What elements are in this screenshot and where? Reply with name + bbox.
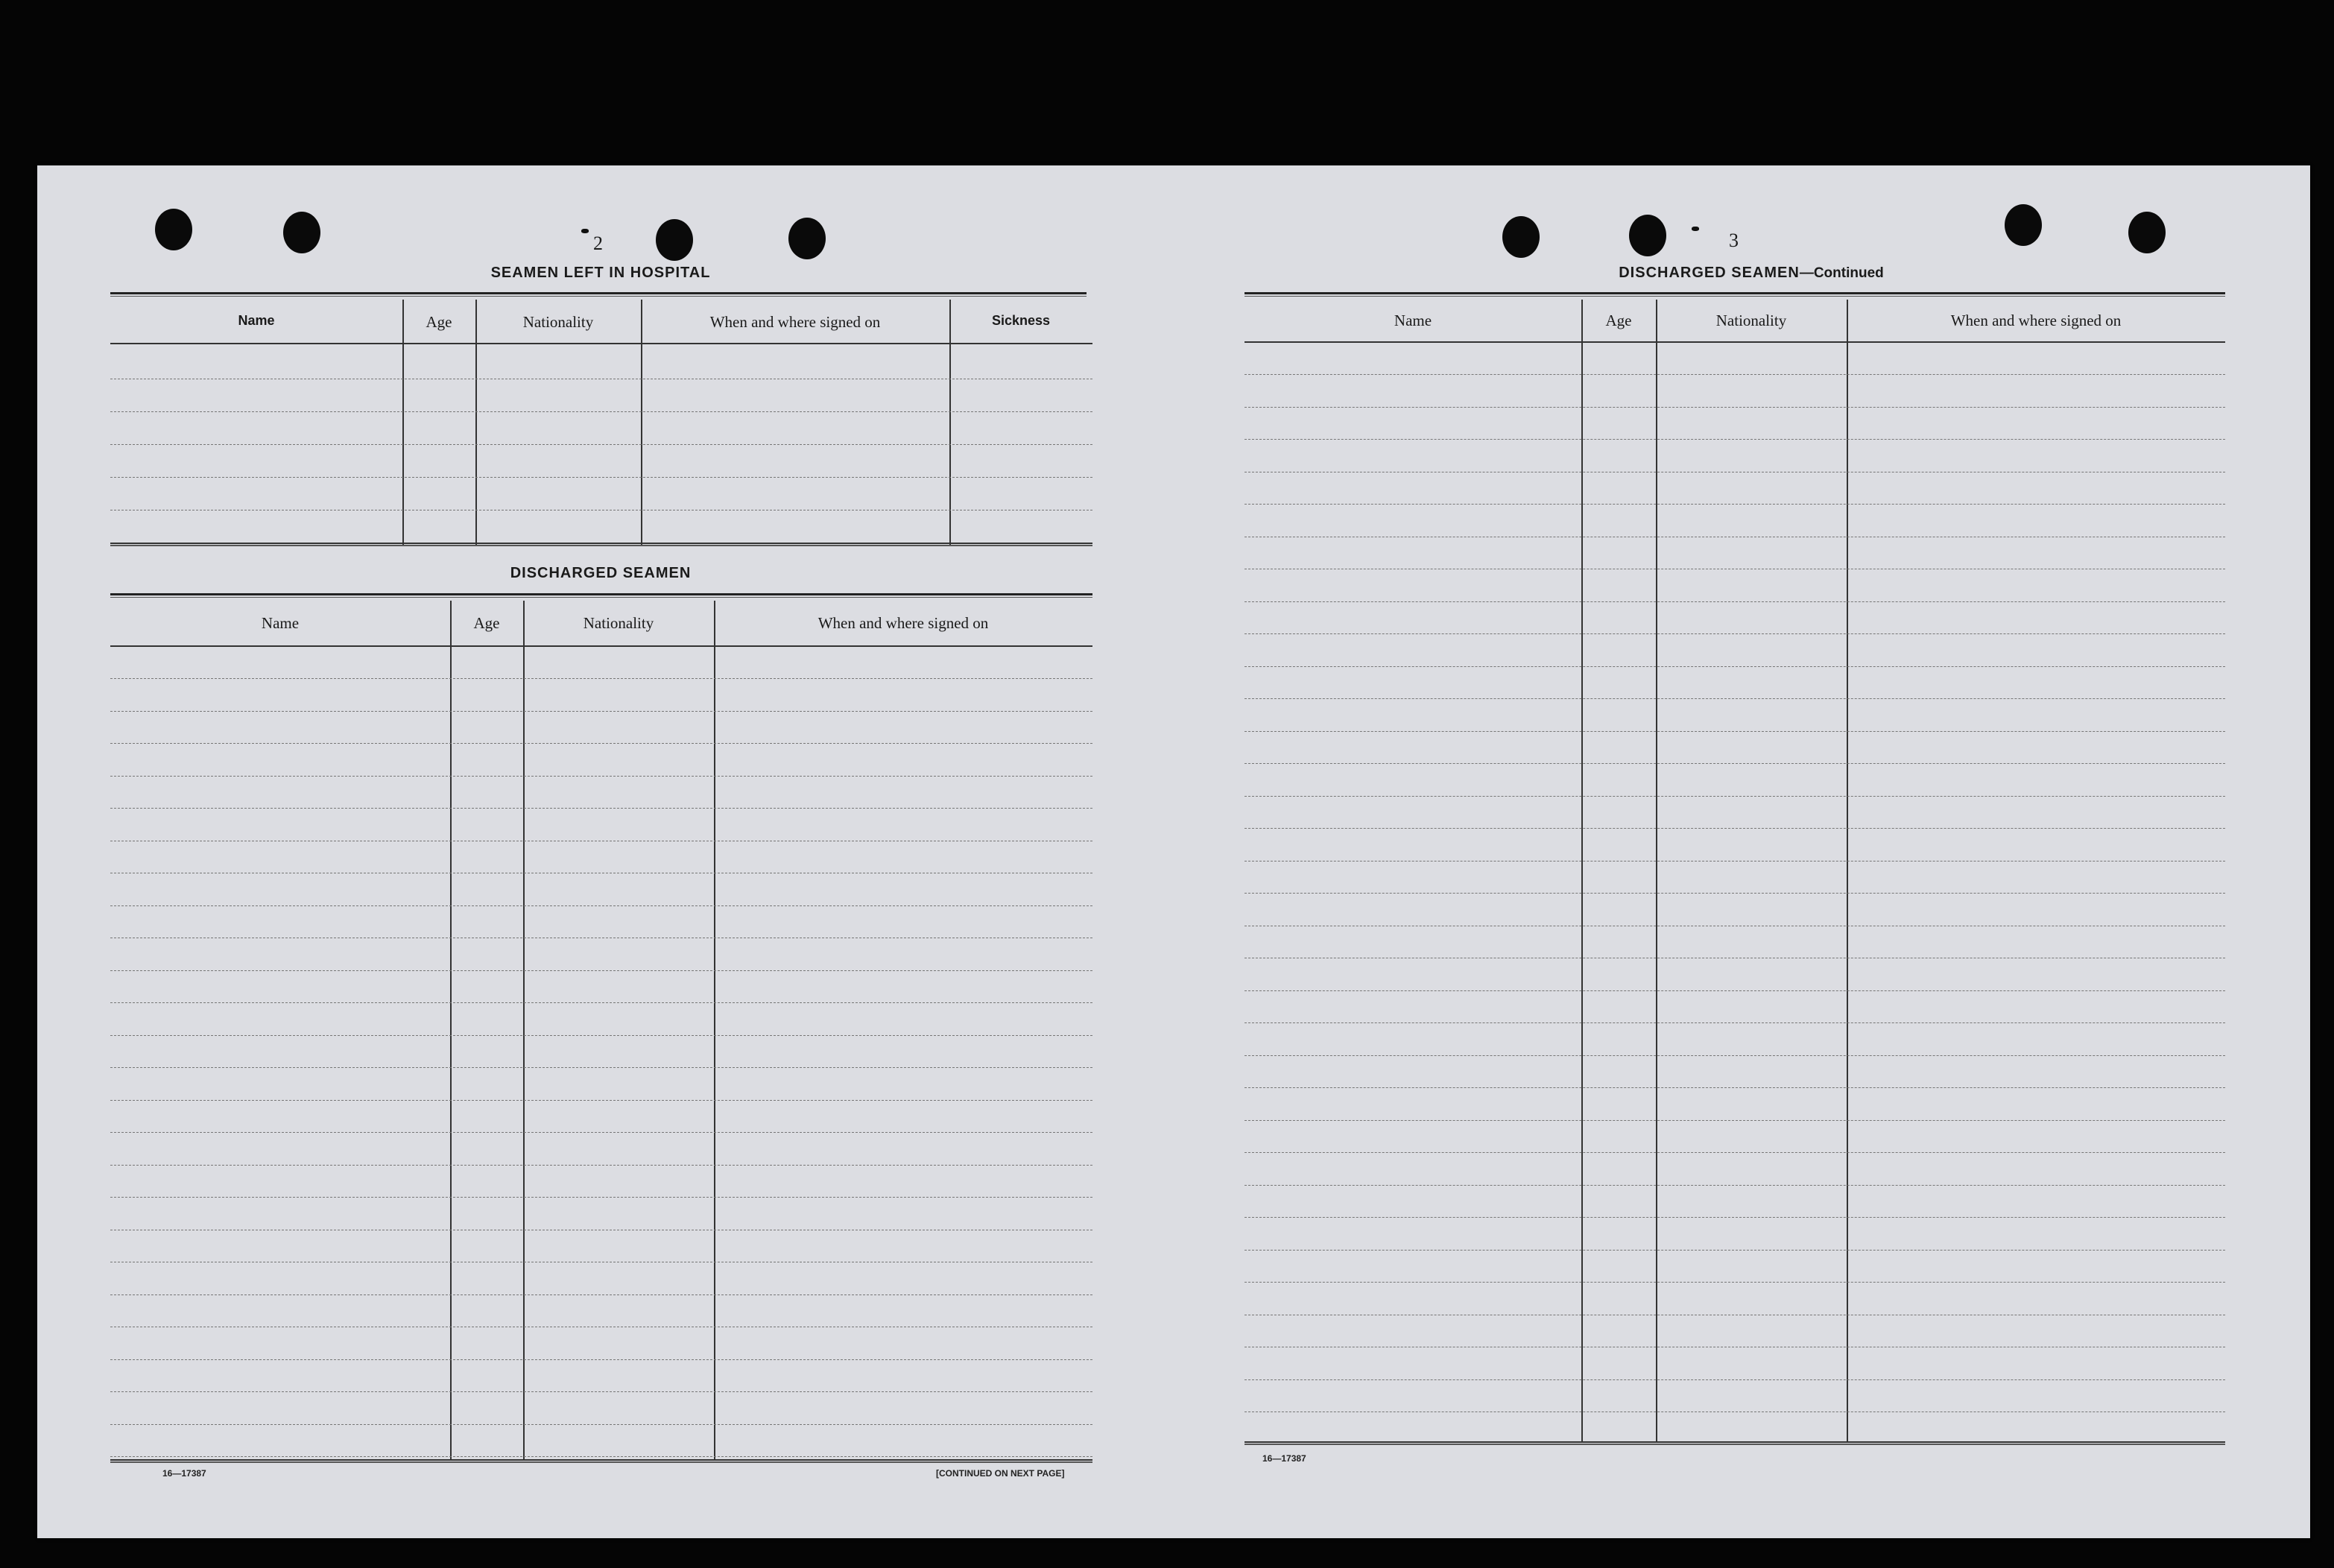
- col-divider: [475, 300, 477, 546]
- right-header-row: [1245, 300, 2225, 343]
- hospital-section-title: SEAMEN LEFT IN HOSPITAL: [490, 265, 711, 281]
- hospital-title-rule: [110, 292, 1087, 297]
- header-age: Age: [426, 313, 452, 331]
- discharged-continued-title-main: DISCHARGED SEAMEN: [1619, 265, 1800, 281]
- right-title-rule: [1245, 292, 2225, 297]
- hospital-table: [110, 300, 1092, 546]
- discharged-table-bottom: [110, 1459, 1092, 1463]
- col-divider: [402, 300, 404, 546]
- table-row: [1245, 990, 2225, 991]
- table-row: [110, 1424, 1092, 1425]
- table-row: [110, 1359, 1092, 1360]
- table-row: [1245, 407, 2225, 408]
- discharged-header-row: [110, 601, 1092, 647]
- discharged-title-rule: [110, 593, 1092, 598]
- table-row: [110, 1294, 1092, 1295]
- table-row: [110, 1132, 1092, 1133]
- hospital-table-bottom: [110, 543, 1092, 546]
- table-row: [1245, 1185, 2225, 1186]
- table-row: [110, 808, 1092, 809]
- table-row: [1245, 893, 2225, 894]
- header-signed-on: When and where signed on: [1950, 312, 2122, 329]
- col-divider: [714, 601, 715, 1461]
- header-signed-on: When and where signed on: [817, 614, 989, 632]
- table-row: [1245, 1250, 2225, 1251]
- table-row: [110, 711, 1092, 712]
- form-sheet: [37, 165, 2310, 1538]
- table-row: [1245, 601, 2225, 602]
- table-row: [1245, 698, 2225, 699]
- header-age: Age: [473, 614, 500, 632]
- right-table-bottom: [1245, 1441, 2225, 1445]
- table-row: [1245, 1087, 2225, 1088]
- table-row: [110, 1165, 1092, 1166]
- continued-note: [CONTINUED ON NEXT PAGE]: [936, 1468, 1065, 1479]
- header-name: Name: [238, 313, 275, 328]
- table-row: [1245, 633, 2225, 634]
- table-row: [1245, 1217, 2225, 1218]
- header-nationality: Nationality: [522, 313, 594, 331]
- header-age: Age: [1605, 312, 1632, 329]
- table-row: [110, 477, 1092, 478]
- col-divider: [450, 601, 452, 1461]
- table-row: [1245, 1022, 2225, 1023]
- discharged-continued-title: [1245, 265, 2258, 282]
- table-row: [1245, 1282, 2225, 1283]
- table-row: [110, 970, 1092, 971]
- table-row: [1245, 1379, 2225, 1380]
- table-row: [110, 1100, 1092, 1101]
- table-row: [110, 776, 1092, 777]
- table-row: [1245, 861, 2225, 862]
- continued-suffix: —Continued: [1799, 265, 1884, 281]
- header-name: Name: [261, 614, 300, 632]
- hospital-header-row: [110, 300, 1092, 344]
- col-divider: [949, 300, 951, 546]
- table-row: [1245, 1120, 2225, 1121]
- table-row: [1245, 439, 2225, 440]
- table-row: [110, 1391, 1092, 1392]
- table-row: [110, 1035, 1092, 1036]
- table-row: [110, 411, 1092, 412]
- discharged-section-title: DISCHARGED SEAMEN: [510, 565, 692, 581]
- table-row: [110, 1067, 1092, 1068]
- table-row: [1245, 763, 2225, 764]
- form-number-right: 16—17387: [1262, 1453, 1306, 1464]
- form-number-left: 16—17387: [162, 1468, 206, 1479]
- header-sickness: Sickness: [991, 313, 1051, 328]
- discharged-continued-table: [1245, 300, 2225, 1447]
- col-divider: [641, 300, 642, 546]
- table-row: [1245, 828, 2225, 829]
- header-signed-on: When and where signed on: [709, 313, 881, 331]
- header-name: Name: [1394, 312, 1432, 329]
- page-number-right: 3: [1729, 230, 1739, 251]
- header-nationality: Nationality: [583, 614, 654, 632]
- left-page: [110, 165, 1131, 1538]
- table-row: [110, 743, 1092, 744]
- table-row: [110, 905, 1092, 906]
- header-nationality: Nationality: [1715, 312, 1787, 329]
- table-row: [1245, 666, 2225, 667]
- table-row: [1245, 1055, 2225, 1056]
- table-row: [110, 1002, 1092, 1003]
- table-row: [1245, 796, 2225, 797]
- table-row: [1245, 504, 2225, 505]
- col-divider: [523, 601, 525, 1461]
- table-row: [110, 678, 1092, 679]
- discharged-table: [110, 601, 1092, 1465]
- table-row: [110, 444, 1092, 445]
- page-number-left: 2: [593, 233, 603, 254]
- table-row: [1245, 374, 2225, 375]
- right-page: [1245, 165, 2273, 1538]
- table-row: [110, 1456, 1092, 1457]
- table-row: [110, 1197, 1092, 1198]
- table-row: [1245, 731, 2225, 732]
- table-row: [1245, 1411, 2225, 1412]
- table-row: [1245, 1152, 2225, 1153]
